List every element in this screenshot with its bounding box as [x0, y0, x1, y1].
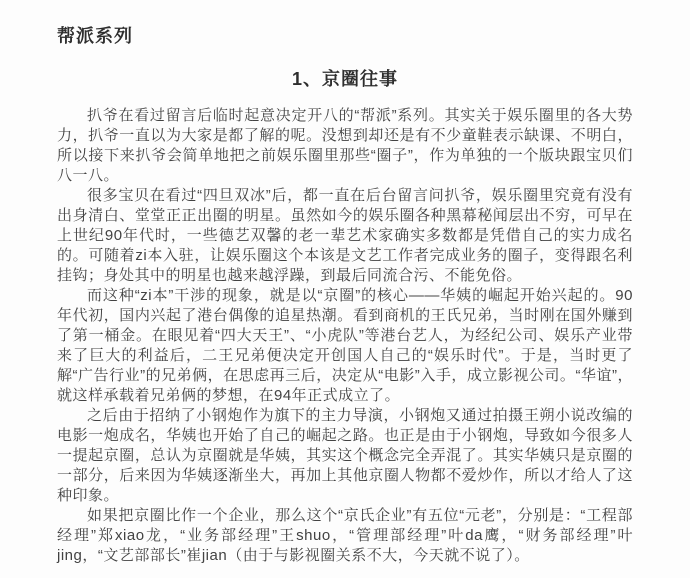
article-title: 1、京圈往事 — [291, 68, 398, 89]
paragraph-wang-brothers: 而这种“zi本”干涉的现象，就是以“京圈”的核心——华姨的崛起开始兴起的。90年代初，国内兴起了港台偶像的追星热潮。看到商机的王氏兄弟，当时刚在国外赚到了第一桶金。在眼见着“四大天王”、“小虎队”等港台艺人，为经纪公司、娱乐产业带来了巨大的利益后，二王兄弟便决定开创国人自己的“娱乐时代”。于是，当时更了解“广告行业”的兄弟俩，在思虑再三后，决定从“电影”入手，成立影视公司。“华谊”，就这样承载着兄弟俩的梦想，在94年正式成立了。 — [57, 287, 633, 405]
paragraph-background: 很多宝贝在看过“四旦双冰”后，都一直在后台留言问扒爷，娱乐圈里究竟有没有出身清白、堂堂正正出圈的明星。虽然如今的娱乐圈各种黑幕秘闻层出不穷，可早在上世纪90年代时，一些德艺双馨的老一辈艺术家确实多数都是凭借自己的实力成名的。可随着zi本入驻，让娱乐圈这个本该是文艺工作者完成业务的圈子，变得跟名利挂钩；身处其中的明星也越来越浮躁，到最后同流合污、不能免俗。 — [57, 187, 633, 285]
paragraph-five-elders: 如果把京圈比作一个企业，那么这个“京氏企业”有五位“元老”，分别是：“工程部经理”郑xiao龙，“业务部经理”王shuo，“管理部经理”叶da鹰，“财务部经理”叶jing，“文艺部部长”崔jian（由于与影视圈关系不大，今天就不说了）。 — [57, 507, 633, 565]
paragraph-xiaogangpao: 之后由于招纳了小钢炮作为旗下的主力导演，小钢炮又通过拍摄王朔小说改编的电影一炮成名，华姨也开始了自己的崛起之路。也正是由于小钢炮，导致如今很多人一提起京圈，总认为京圈就是华姨，其实这个概念完全弄混了。其实华姨只是京圈的一部分，后来因为华姨逐渐坐大，再加上其他京圈人物都不爱炒作，所以才给人了这种印象。 — [57, 407, 633, 505]
series-title: 帮派系列 — [57, 26, 133, 46]
paragraph-intro: 扒爷在看过留言后临时起意决定开八的“帮派”系列。其实关于娱乐圈里的各大势力，扒爷一直以为大家是都了解的呢。没想到却还是有不少童鞋表示缺课、不明白，所以接下来扒爷会简单地把之前娱乐圈里那些“圈子”，作为单独的一个版块跟宝贝们八一八。 — [57, 107, 633, 185]
article-body — [57, 106, 633, 566]
